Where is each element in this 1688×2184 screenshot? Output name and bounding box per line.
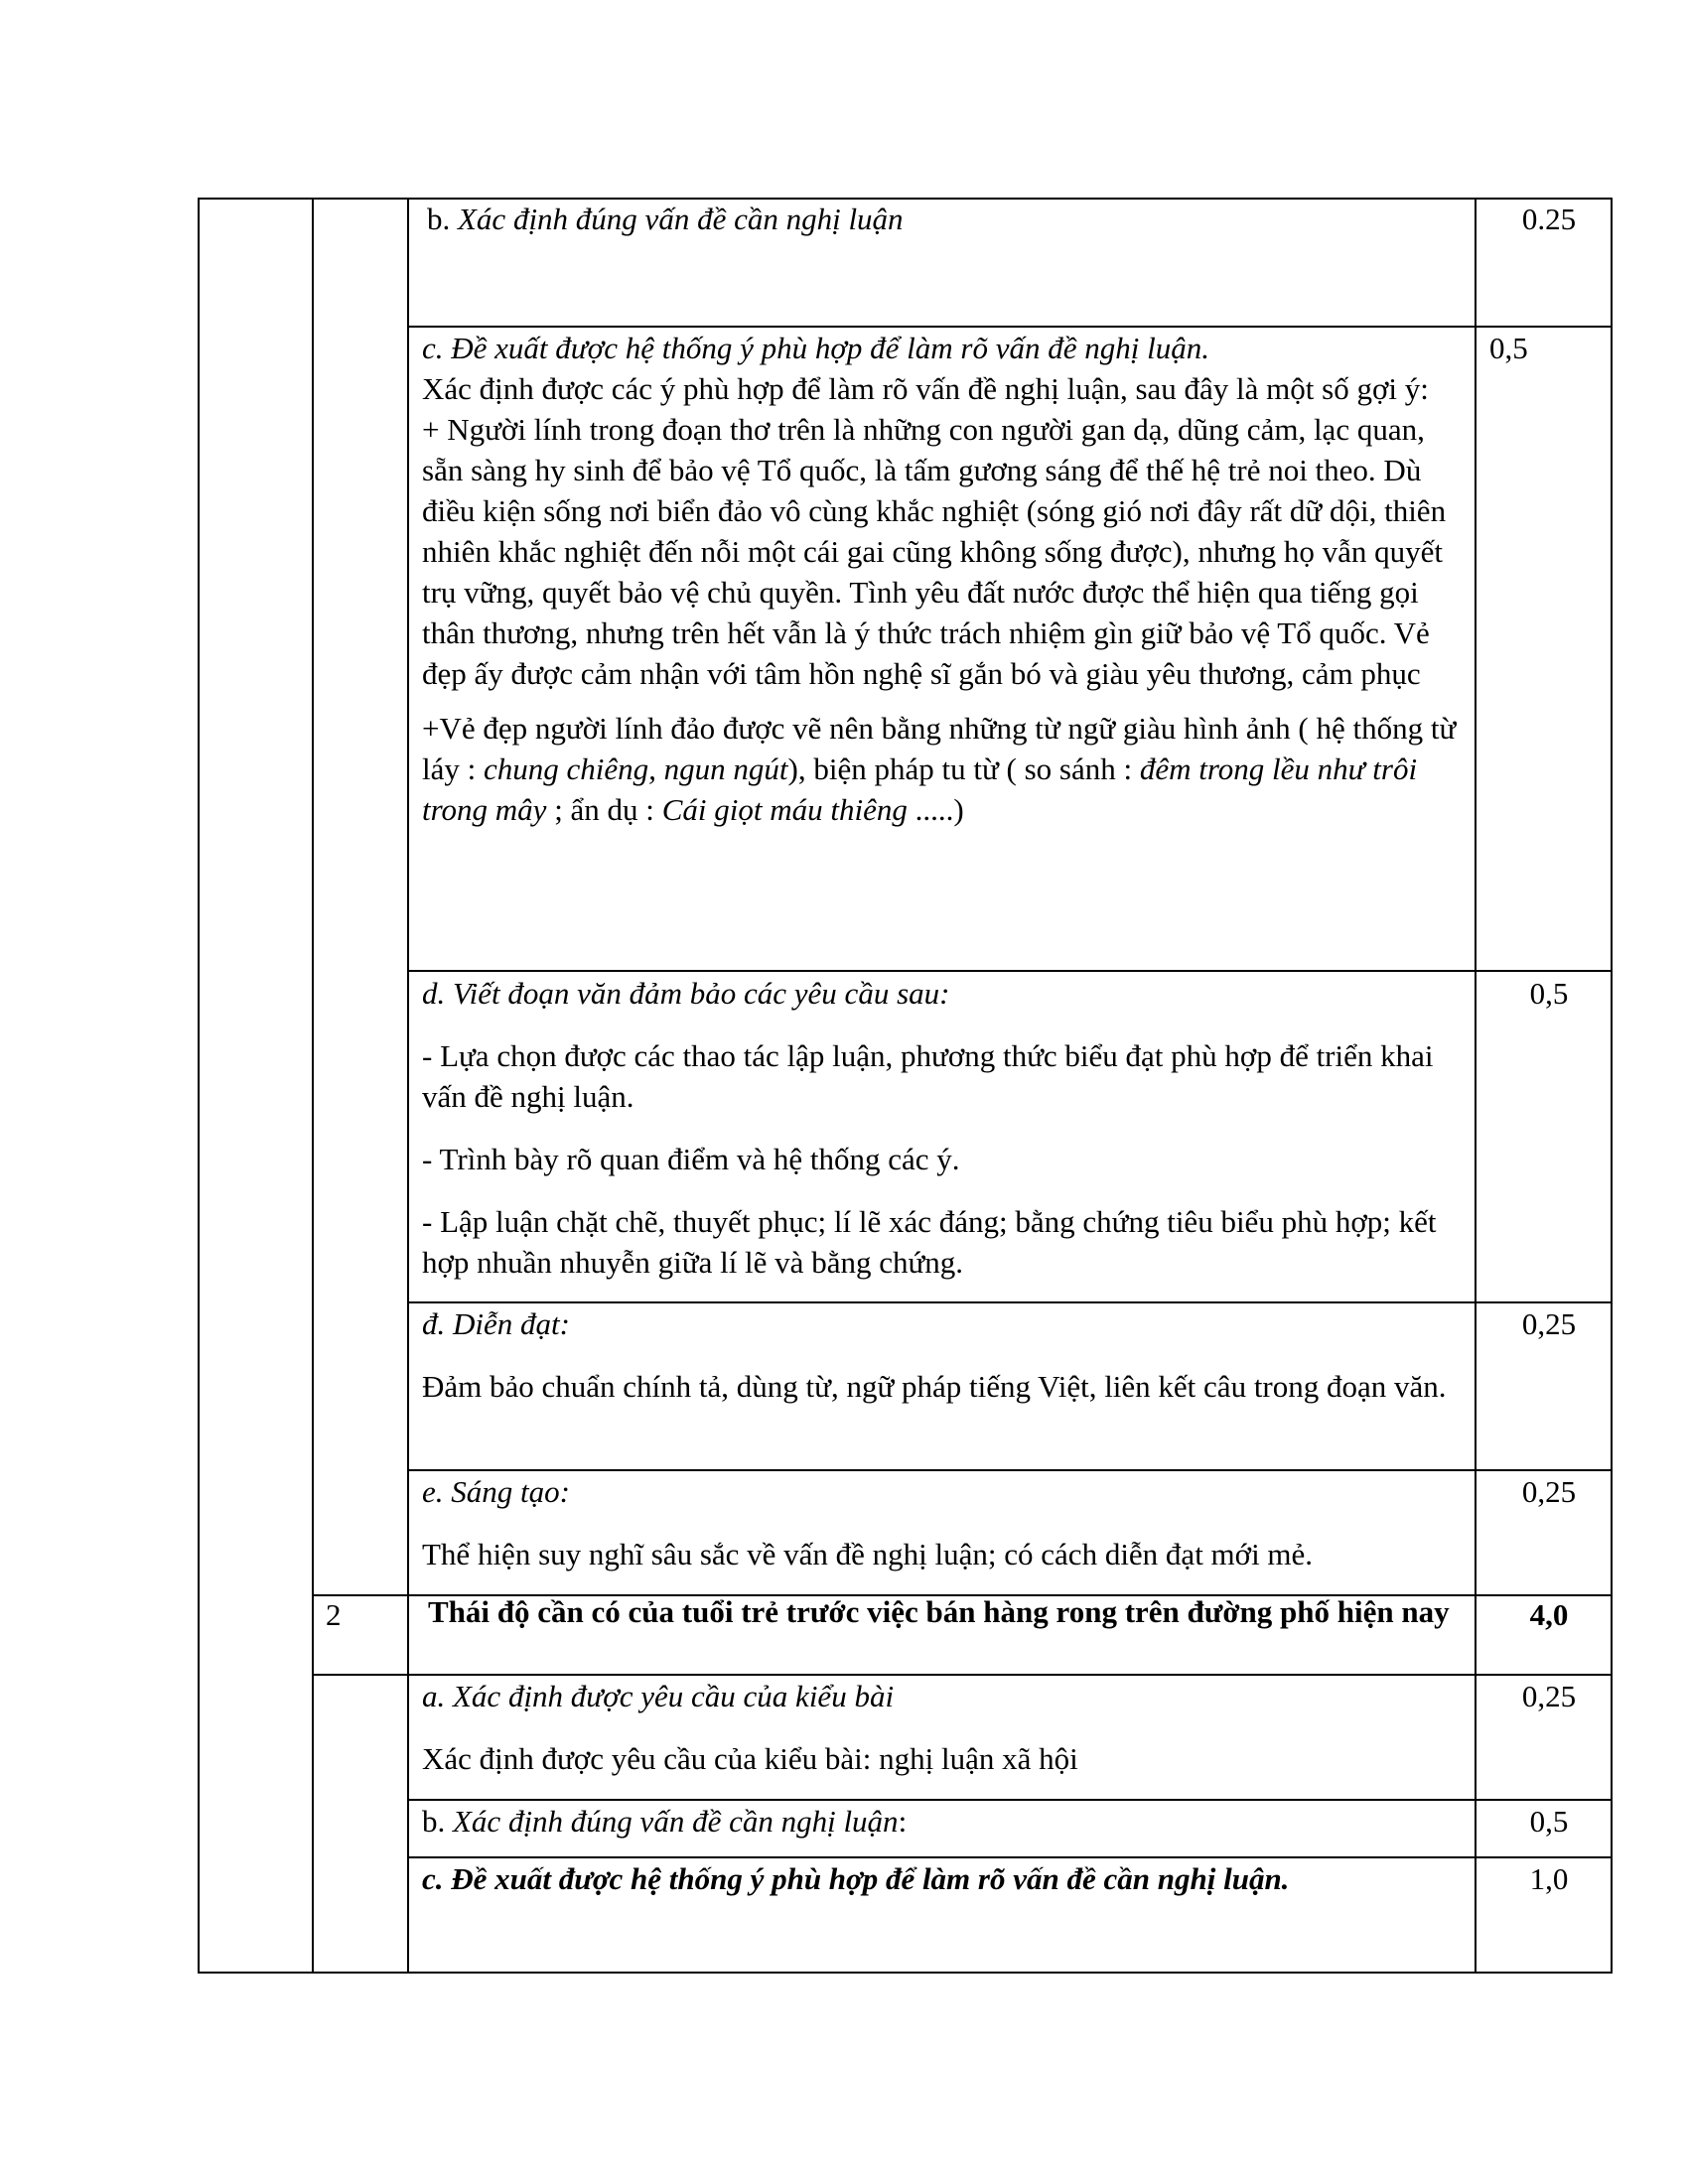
criterion-d-item-2: - Trình bày rõ quan điểm và hệ thống các ý. xyxy=(422,1142,960,1176)
criterion-c-point-2: +Vẻ đẹp người lính đảo được vẽ nên bằng những từ ngữ giàu hình ảnh ( hệ thống từ láy : chung chiêng, ngun ngút), biện pháp tu từ ( so sánh : đêm trong lều như trôi trong mây ; ẩn dụ : Cái giọt máu thiêng .....) xyxy=(422,711,1457,827)
question-2-score: 4,0 xyxy=(1529,1597,1569,1632)
question-2-title: Thái độ cần có của tuổi trẻ trước việc bán hàng rong trên đường phố hiện nay xyxy=(428,1594,1450,1629)
column-divider-3 xyxy=(1475,198,1477,1974)
criterion-d-title: d. Viết đoạn văn đảm bảo các yêu cầu sau: xyxy=(422,976,950,1011)
criterion-b2-label: b. Xác định đúng vấn đề cần nghị luận: xyxy=(422,1804,908,1839)
criterion-c-title: c. Đề xuất được hệ thống ý phù hợp để làm rõ vấn đề nghị luận. xyxy=(422,331,1209,365)
criterion-c2-title: c. Đề xuất được hệ thống ý phù hợp để làm rõ vấn đề cần nghị luận. xyxy=(422,1861,1290,1896)
criterion-d-block xyxy=(422,973,1465,1283)
criterion-c-point-1: + Người lính trong đoạn thơ trên là những con người gan dạ, dũng cảm, lạc quan, sẵn sàng hy sinh để bảo vệ Tổ quốc, là tấm gương sáng để thế hệ trẻ noi theo. Dù điều kiện sống nơi biển đảo vô cùng khắc nghiệt (sóng gió nơi đây rất dữ dội, thiên nhiên khắc nghiệt đến nỗi một cái gai cũng không sống được), nhưng họ vẫn quyết trụ vững, quyết bảo vệ chủ quyền. Tình yêu đất nước được thể hiện qua tiếng gọi thân thương, nhưng trên hết vẫn là ý thức trách nhiệm gìn giữ bảo vệ Tổ quốc. Vẻ đẹp ấy được cảm nhận với tâm hồn nghệ sĩ gắn bó và giàu yêu thương, cảm phục xyxy=(422,412,1447,691)
criterion-a2-score: 0,25 xyxy=(1521,1679,1577,1713)
criterion-e-body: Thể hiện suy nghĩ sâu sắc về vấn đề nghị luận; có cách diễn đạt mới mẻ. xyxy=(422,1537,1314,1571)
column-divider-1 xyxy=(312,198,314,1974)
table-border-top xyxy=(198,198,1613,200)
criterion-d-item-1: - Lựa chọn được các thao tác lập luận, phương thức biểu đạt phù hợp để triển khai vấn đề nghị luận. xyxy=(422,1038,1434,1114)
criterion-e-title: e. Sáng tạo: xyxy=(422,1474,570,1509)
criterion-dd-body: Đảm bảo chuẩn chính tả, dùng từ, ngữ pháp tiếng Việt, liên kết câu trong đoạn văn. xyxy=(422,1369,1447,1404)
criterion-a2-block xyxy=(422,1676,1465,1779)
criterion-c2-score: 1,0 xyxy=(1529,1861,1569,1896)
criterion-c-score: 0,5 xyxy=(1489,331,1528,365)
criterion-e-score: 0,25 xyxy=(1521,1474,1577,1509)
table-border-left xyxy=(198,198,200,1974)
table-border-right xyxy=(1611,198,1613,1974)
criterion-c-intro: Xác định được các ý phù hợp để làm rõ vấn đề nghị luận, sau đây là một số gợi ý: xyxy=(422,371,1429,406)
criterion-dd-title: đ. Diễn đạt: xyxy=(422,1306,570,1341)
criterion-b-score: 0.25 xyxy=(1521,202,1577,236)
criterion-b2-score: 0,5 xyxy=(1529,1804,1569,1839)
criterion-e-block xyxy=(422,1471,1465,1574)
criterion-b-label: b. Xác định đúng vấn đề cần nghị luận xyxy=(427,202,904,236)
criterion-c-block xyxy=(422,328,1465,830)
criterion-a2-title: a. Xác định được yêu cầu của kiểu bài xyxy=(422,1679,895,1713)
criterion-a2-body: Xác định được yêu cầu của kiểu bài: nghị luận xã hội xyxy=(422,1741,1078,1776)
row-divider xyxy=(407,970,1613,972)
criterion-d-item-3: - Lập luận chặt chẽ, thuyết phục; lí lẽ xác đáng; bằng chứng tiêu biểu phù hợp; kết hợp nhuần nhuyễn giữa lí lẽ và bằng chứng. xyxy=(422,1204,1437,1280)
criterion-dd-score: 0,25 xyxy=(1521,1306,1577,1341)
column-divider-2 xyxy=(407,198,409,1974)
criterion-d-score: 0,5 xyxy=(1529,976,1569,1011)
criterion-dd-block xyxy=(422,1303,1465,1407)
question-number: 2 xyxy=(326,1597,342,1632)
table-border-bottom xyxy=(198,1972,1613,1974)
